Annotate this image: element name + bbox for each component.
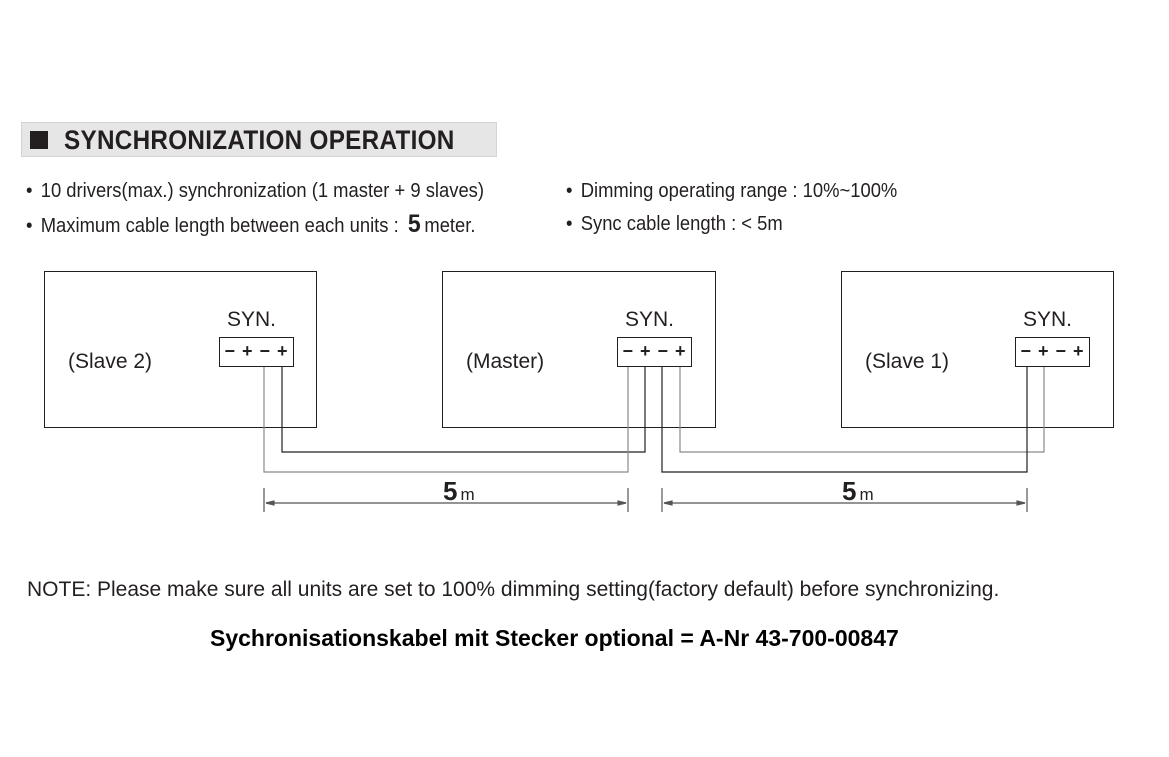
syn-label: SYN. [227,308,277,331]
note-text: NOTE: Please make sure all units are set to 100% dimming setting(factory default) before synchronizing. [27,578,1000,601]
unit-label-slave-1: (Slave 1) [865,350,950,373]
dimension-unit: m [859,485,874,504]
spec-text: Sync cable length : < 5m [580,213,783,235]
wire-minus-slave2-master [264,366,628,472]
unit-label-master: (Master) [466,350,545,373]
dimension-value: 5 [842,476,857,506]
bullet-dot: • [26,180,33,202]
wire-plus-slave2-master [282,366,645,452]
sync-terminal-block: − + − + [1015,337,1090,367]
dimension-unit: m [460,485,475,504]
bullet-dot: • [566,180,573,202]
order-info: Sychronisationskabel mit Stecker optional = A-Nr 43-700-00847 [210,625,899,651]
syn-label: SYN. [625,308,675,331]
spec-value: 5 [407,210,421,238]
wire-minus-master-slave1 [662,366,1027,472]
dimension-label-right [842,476,874,507]
bullet-dot: • [566,213,573,235]
spec-unit: meter. [424,215,476,237]
sync-terminal-block: − + − + [617,337,692,367]
syn-label: SYN. [1023,308,1073,331]
spec-text: 10 drivers(max.) synchronization (1 master + 9 slaves) [40,180,485,202]
sync-terminal-block: − + − + [219,337,294,367]
dimension-label-left [443,476,475,507]
dimension-value: 5 [443,476,458,506]
wire-plus-master-slave1 [680,366,1044,452]
spec-text: Dimming operating range : 10%~100% [580,180,898,202]
section-title: SYNCHRONIZATION OPERATION [64,125,455,155]
unit-label-slave-2: (Slave 2) [68,350,153,373]
bullet-dot: • [26,215,33,237]
spec-text: Maximum cable length between each units : [40,215,399,237]
